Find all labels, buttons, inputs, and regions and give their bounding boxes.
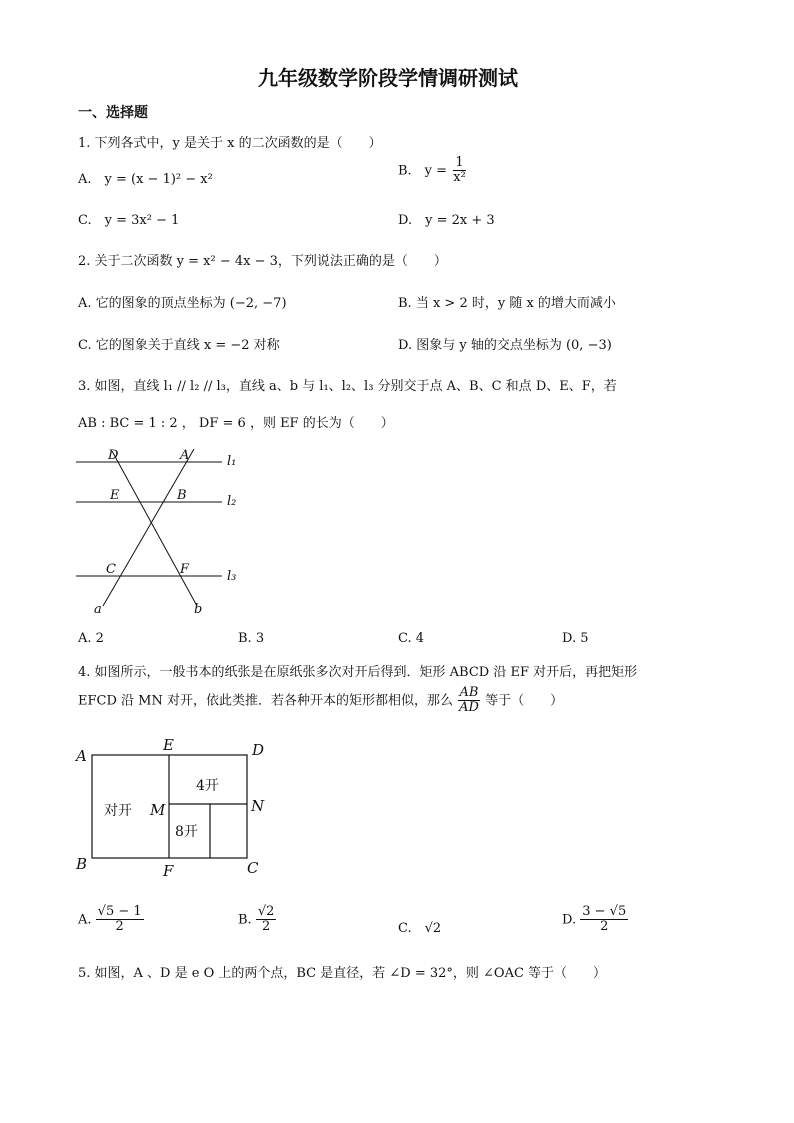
q4-option-d bbox=[562, 905, 628, 935]
q3-label-c: C bbox=[106, 562, 116, 577]
section-heading: 一、选择题 bbox=[78, 105, 148, 121]
q4-option-b-denominator: 2 bbox=[261, 919, 271, 935]
q3-label-e: E bbox=[110, 488, 120, 503]
q3-label-a-line: a bbox=[94, 602, 102, 617]
q4-stem-line2-pre: EFCD 沿 MN 对开，依此类推．若各种开本的矩形都相似，那么 bbox=[78, 693, 453, 709]
q4-option-a-denominator: 2 bbox=[115, 919, 124, 935]
q3-line-a bbox=[103, 449, 194, 606]
q4-label-n: N bbox=[251, 797, 265, 815]
q4-region-duikai: 对开 bbox=[104, 803, 132, 819]
q4-option-d-numerator: 3 − √5 bbox=[582, 904, 627, 919]
q4-label-c: C bbox=[247, 859, 259, 877]
q3-option-b: B. 3 bbox=[238, 631, 265, 646]
q3-label-l3: l₃ bbox=[227, 569, 237, 584]
q3-option-d: D. 5 bbox=[562, 631, 589, 646]
q1-option-b-denominator: x² bbox=[453, 170, 466, 186]
q4-label-d: D bbox=[252, 741, 265, 759]
q3-option-c: C. 4 bbox=[398, 631, 425, 646]
q4-region-4kai: 4开 bbox=[196, 778, 219, 794]
q4-option-d-denominator: 2 bbox=[600, 919, 609, 935]
q3-label-l1: l₁ bbox=[227, 454, 237, 469]
q4-option-b-fraction bbox=[256, 905, 277, 935]
q4-stem-numerator: AB bbox=[459, 685, 479, 700]
q1-stem: 1. 下列各式中，y 是关于 x 的二次函数的是（ ） bbox=[78, 136, 382, 151]
q1-option-b-numerator: 1 bbox=[455, 155, 464, 170]
q4-option-d-fraction bbox=[580, 905, 628, 935]
q3-stem-line1: 3. 如图，直线 l₁ // l₂ // l₃，直线 a、b 与 l₁、l₂、l₃ 分别交于点 A、B、C 和点 D、E、F，若 bbox=[78, 379, 617, 394]
q2-option-a: A. 它的图象的顶点坐标为 (−2, −7) bbox=[78, 296, 287, 311]
q4-figure bbox=[70, 735, 280, 885]
q4-option-b-label: B. bbox=[238, 912, 252, 928]
q4-option-a-fraction bbox=[96, 905, 144, 935]
q4-label-m: M bbox=[150, 801, 166, 819]
q4-option-b-numerator: √2 bbox=[257, 904, 275, 919]
q1-option-b-label: B. y = bbox=[398, 163, 448, 179]
q4-stem-line1: 4. 如图所示，一般书本的纸张是在原纸张多次对开后得到．矩形 ABCD 沿 EF 对开后，再把矩形 bbox=[78, 665, 638, 680]
q3-stem-line2: AB : BC = 1 : 2 ， DF = 6 ，则 EF 的长为（ ） bbox=[78, 416, 394, 431]
q4-label-f: F bbox=[163, 862, 174, 880]
q4-option-c: C. √2 bbox=[398, 921, 442, 936]
q3-label-a: A bbox=[180, 448, 190, 463]
q4-option-a-label: A. bbox=[78, 912, 92, 928]
q2-stem: 2. 关于二次函数 y = x² − 4x − 3，下列说法正确的是（ ） bbox=[78, 254, 447, 269]
q1-option-b-fraction bbox=[451, 156, 468, 186]
q3-figure bbox=[70, 443, 250, 621]
q4-option-b bbox=[238, 905, 276, 935]
q4-stem-line2 bbox=[78, 686, 563, 716]
q3-label-b-line: b bbox=[194, 602, 203, 617]
q5-stem: 5. 如图，A 、D 是 e O 上的两个点，BC 是直径，若 ∠D = 32°，则 ∠OAC 等于（ ） bbox=[78, 966, 607, 981]
q1-option-c: C. y = 3x² − 1 bbox=[78, 213, 180, 228]
q3-option-a: A. 2 bbox=[78, 631, 104, 646]
q2-option-d: D. 图象与 y 轴的交点坐标为 (0, −3) bbox=[398, 338, 612, 353]
q4-label-e: E bbox=[163, 736, 174, 754]
q4-option-d-label: D. bbox=[562, 912, 577, 928]
q4-stem-denominator: AD bbox=[459, 700, 479, 716]
q4-label-a: A bbox=[76, 747, 87, 765]
q1-option-b bbox=[398, 156, 468, 186]
q3-label-f: F bbox=[180, 562, 190, 577]
q3-label-l2: l₂ bbox=[227, 494, 237, 509]
q2-option-b: B. 当 x > 2 时，y 随 x 的增大而减小 bbox=[398, 296, 616, 311]
q4-stem-line2-post: 等于（ ） bbox=[485, 693, 564, 709]
q3-line-b bbox=[112, 451, 197, 606]
q4-stem-fraction bbox=[457, 686, 481, 716]
q4-option-a bbox=[78, 905, 144, 935]
q4-label-b: B bbox=[76, 855, 88, 873]
q4-option-a-numerator: √5 − 1 bbox=[97, 904, 142, 919]
q4-region-8kai: 8开 bbox=[175, 824, 198, 840]
page-title: 九年级数学阶段学情调研测试 bbox=[258, 66, 518, 90]
q1-option-d: D. y = 2x + 3 bbox=[398, 213, 495, 228]
q3-label-d: D bbox=[108, 448, 119, 463]
q2-option-c: C. 它的图象关于直线 x = −2 对称 bbox=[78, 338, 280, 353]
q1-option-a: A. y = (x − 1)² − x² bbox=[78, 172, 213, 187]
q3-label-b: B bbox=[177, 488, 187, 503]
